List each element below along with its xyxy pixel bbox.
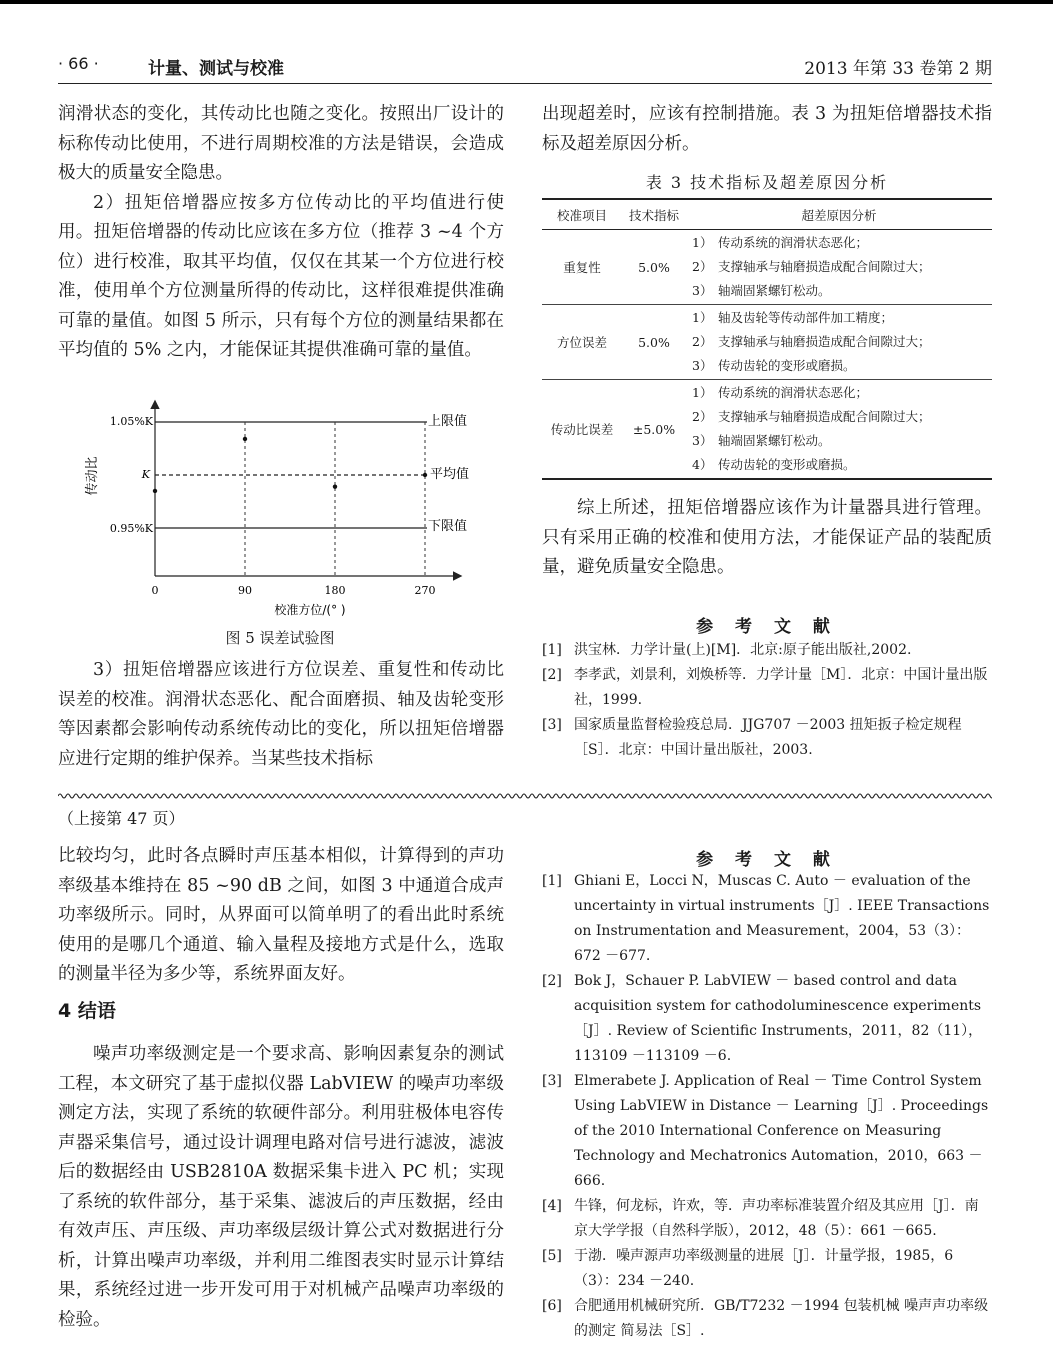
- reference-label: [3]: [542, 1073, 562, 1089]
- table-row: [542, 230, 992, 305]
- cause-text: 传动系统的润滑状态恶化；: [718, 385, 869, 400]
- cause-item: [692, 306, 991, 330]
- cause-number: 1）: [692, 310, 713, 325]
- reference-text: 合肥通用机械研究所．GB/T7232 －1994 包装机械 噪声声功率级的测定 简易法［S］.: [574, 1298, 989, 1339]
- table-cell-causes: [686, 380, 992, 480]
- table-row: [542, 305, 992, 380]
- y-tick-lower: 0.95%K: [109, 522, 153, 535]
- references-title: 参 考 文 献: [696, 850, 838, 870]
- reference-text: Elmerabete J. Application of Real － Time Control System Using LabVIEW in Distance － Learning［J］. Proceedings of the 2010 International Conference on Measuring Technology and Mechatronics Automation，2010，663 －666.: [574, 1073, 989, 1189]
- cause-number: 2）: [692, 409, 713, 424]
- reference-label: [1]: [542, 873, 562, 889]
- y-tick-upper: 1.05%K: [109, 415, 153, 428]
- reference-item: [542, 638, 992, 663]
- page-number: · 66 ·: [58, 54, 99, 73]
- reference-label: [2]: [542, 973, 562, 989]
- table-cell-causes: [686, 305, 992, 380]
- journal-name: 计量、测试与校准: [148, 59, 284, 79]
- figure-5: [80, 398, 480, 626]
- cause-text: 支撑轴承与轴磨损造成配合间隙过大；: [718, 259, 931, 274]
- reference-item: [542, 663, 992, 713]
- table-cell-item: 方位误差: [542, 305, 622, 380]
- cause-item: [692, 255, 991, 279]
- cause-text: 支撑轴承与轴磨损造成配合间隙过大；: [718, 334, 931, 349]
- right-column-summary: [542, 494, 992, 583]
- x-tick-label: 180: [324, 584, 346, 597]
- right-column-top: [542, 100, 992, 159]
- y-axis-label: 传动比: [85, 456, 100, 496]
- reference-text: 牛锋，何龙标，许欢，等．声功率标准装置介绍及其应用［J］．南京大学学报（自然科学版），2012，48（5）：661 －665.: [574, 1198, 979, 1239]
- reference-text: Ghiani E，Locci N，Muscas C. Auto － evaluation of the uncertainty in virtual instruments［J］. IEEE Transactions on Instrumentation and Measurement，2004，53（3）：672 －677.: [574, 873, 990, 964]
- table-row: [542, 380, 992, 480]
- reference-label: [2]: [542, 667, 562, 683]
- continued-note: （上接第 47 页）: [58, 809, 185, 828]
- table-cell-causes: [686, 230, 992, 305]
- x-axis-label: 校准方位/(° ): [274, 603, 346, 617]
- cause-item: [692, 279, 991, 303]
- cause-item: [692, 354, 991, 378]
- reference-item: [542, 969, 992, 1069]
- table-cell-item: 重复性: [542, 230, 622, 305]
- x-tick-label: 90: [238, 584, 252, 597]
- cause-number: 1）: [692, 235, 713, 250]
- reference-label: [5]: [542, 1248, 562, 1264]
- table-header-cell: 技术指标: [622, 199, 686, 230]
- issue-info: 2013 年第 33 卷第 2 期: [804, 59, 992, 79]
- cause-text: 轴及齿轮等传动部件加工精度；: [718, 310, 894, 325]
- x-tick-label: 270: [414, 584, 436, 597]
- reference-text: 于渤．噪声源声功率级测量的进展［J］．计量学报，1985，6（3）：234 －240.: [574, 1248, 954, 1289]
- data-point: [243, 437, 247, 441]
- table-cell-spec: 5.0%: [622, 230, 686, 305]
- reference-label: [6]: [542, 1298, 562, 1314]
- paragraph: 3）扭矩倍增器应该进行方位误差、重复性和传动比误差的校准。润滑状态恶化、配合面磨损、轴及齿轮变形等因素都会影响传动系统传动比的变化，所以扭矩倍增器应进行定期的维护保养。当某些技术指标: [58, 660, 504, 769]
- table-cell-spec: 5.0%: [622, 305, 686, 380]
- section-heading: 4 结语: [58, 1000, 116, 1022]
- cause-item: [692, 330, 991, 354]
- table-3: [542, 198, 992, 480]
- cause-item: [692, 453, 991, 477]
- cause-text: 轴端固紧螺钉松动。: [718, 283, 831, 298]
- reference-label: [3]: [542, 717, 562, 733]
- paragraph: 2）扭矩倍增器应按多方位传动比的平均值进行使用。扭矩倍增器的传动比应该在多方位（推荐 3 ~4 个方位）进行校准，取其平均值，仅仅在其某一个方位进行校准，使用单个方位测量所得的传动比，这样很难提供准确可靠的量值。如图 5 所示，只有每个方位的测量结果都在平均值的 5% 之内，才能保证其提供准确可靠的量值。: [58, 192, 504, 360]
- data-point: [423, 473, 427, 477]
- left-column-mid: [58, 656, 504, 774]
- table-header-cell: 超差原因分析: [686, 199, 992, 230]
- cause-item: [692, 405, 991, 429]
- figure-5-caption: 图 5 误差试验图: [225, 629, 335, 647]
- reference-text: 李孝武，刘景利，刘焕桥等．力学计量［M］．北京：中国计量出版社，1999.: [574, 667, 988, 708]
- cause-item: [692, 231, 991, 255]
- y-tick-mean: K: [141, 468, 150, 481]
- cause-number: 4）: [692, 457, 713, 472]
- cause-text: 传动齿轮的变形或磨损。: [718, 457, 856, 472]
- left-column-bottom: [58, 842, 504, 990]
- reference-item: [542, 1244, 992, 1294]
- references-list: [542, 869, 992, 1344]
- table-cell-item: 传动比误差: [542, 380, 622, 480]
- table-cell-spec: ±5.0%: [622, 380, 686, 480]
- data-point: [333, 484, 337, 488]
- cause-text: 传动齿轮的变形或磨损。: [718, 358, 856, 373]
- header-rule: [58, 83, 992, 84]
- reference-text: 国家质量监督检验疫总局．JJG707 －2003 扭矩扳子检定规程［S］．北京：中国计量出版社，2003.: [574, 717, 962, 758]
- reference-item: [542, 1194, 992, 1244]
- reference-item: [542, 1294, 992, 1344]
- reference-item: [542, 1069, 992, 1194]
- left-column-top: [58, 100, 504, 366]
- reference-item: [542, 713, 992, 763]
- references-list: [542, 638, 992, 763]
- top-border: [0, 0, 1053, 4]
- cause-number: 3）: [692, 283, 713, 298]
- paragraph: 出现超差时，应该有控制措施。表 3 为扭矩倍增器技术指标及超差原因分析。: [542, 104, 992, 154]
- figure-5-chart: [80, 398, 480, 626]
- cause-number: 3）: [692, 433, 713, 448]
- paragraph: 噪声功率级测定是一个要求高、影响因素复杂的测试工程，本文研究了基于虚拟仪器 LabVIEW 的噪声功率级测定方法，实现了系统的软硬件部分。利用驻极体电容传声器采集信号，通过设计调理电路对信号进行滤波，滤波后的数据经由 USB2810A 数据采集卡进入 PC 机；实现了系统的软件部分，基于采集、滤波后的声压数据，经由有效声压、声压级、声功率级层级计算公式对数据进行分析，计算出噪声功率级，并利用二维图表实时显示计算结果，系统经过进一步开发可用于对机械产品噪声功率级的检验。: [58, 1044, 504, 1330]
- reference-text: Bok J，Schauer P. LabVIEW － based control and data acquisition system for cathodoluminescence experiments［J］. Review of Scientific Instruments，2011，82（11），113109 －113109 －6.: [574, 973, 983, 1064]
- reference-item: [542, 869, 992, 969]
- cause-item: [692, 381, 991, 405]
- paragraph: 综上所述，扭矩倍增器应该作为计量器具进行管理。只有采用正确的校准和使用方法，才能保证产品的装配质量，避免质量安全隐患。: [542, 498, 992, 577]
- reference-label: [4]: [542, 1198, 562, 1214]
- paragraph: 比较均匀，此时各点瞬时声压基本相似，计算得到的声功率级基本维持在 85 ~90 dB 之间，如图 3 中通道合成声功率级所示。同时，从界面可以简单明了的看出此时系统使用的是哪几个通道、输入量程及接地方式是什么，选取的测量半径为多少等，系统界面友好。: [58, 846, 504, 984]
- cause-number: 1）: [692, 385, 713, 400]
- label-mean: 平均值: [430, 467, 470, 482]
- page-header: [58, 54, 992, 84]
- paragraph: 润滑状态的变化，其传动比也随之变化。按照出厂设计的标称传动比使用，不进行周期校准的方法是错误，会造成极大的质量安全隐患。: [58, 104, 504, 183]
- cause-number: 3）: [692, 358, 713, 373]
- x-tick-label: 0: [151, 584, 159, 597]
- table-3-caption: 表 3 技术指标及超差原因分析: [645, 173, 889, 192]
- cause-text: 支撑轴承与轴磨损造成配合间隙过大；: [718, 409, 931, 424]
- references-title: 参 考 文 献: [696, 617, 838, 637]
- label-upper: 上限值: [428, 414, 468, 429]
- cause-number: 2）: [692, 259, 713, 274]
- wavy-separator: [58, 791, 992, 801]
- cause-text: 传动系统的润滑状态恶化；: [718, 235, 869, 250]
- reference-text: 洪宝林．力学计量(上)[M]．北京:原子能出版社,2002.: [574, 642, 912, 658]
- cause-text: 轴端固紧螺钉松动。: [718, 433, 831, 448]
- cause-item: [692, 429, 991, 453]
- data-point: [153, 489, 157, 493]
- left-column-conclusion: [58, 1040, 504, 1335]
- label-lower: 下限值: [428, 519, 468, 534]
- table-header-cell: 校准项目: [542, 199, 622, 230]
- cause-number: 2）: [692, 334, 713, 349]
- reference-label: [1]: [542, 642, 562, 658]
